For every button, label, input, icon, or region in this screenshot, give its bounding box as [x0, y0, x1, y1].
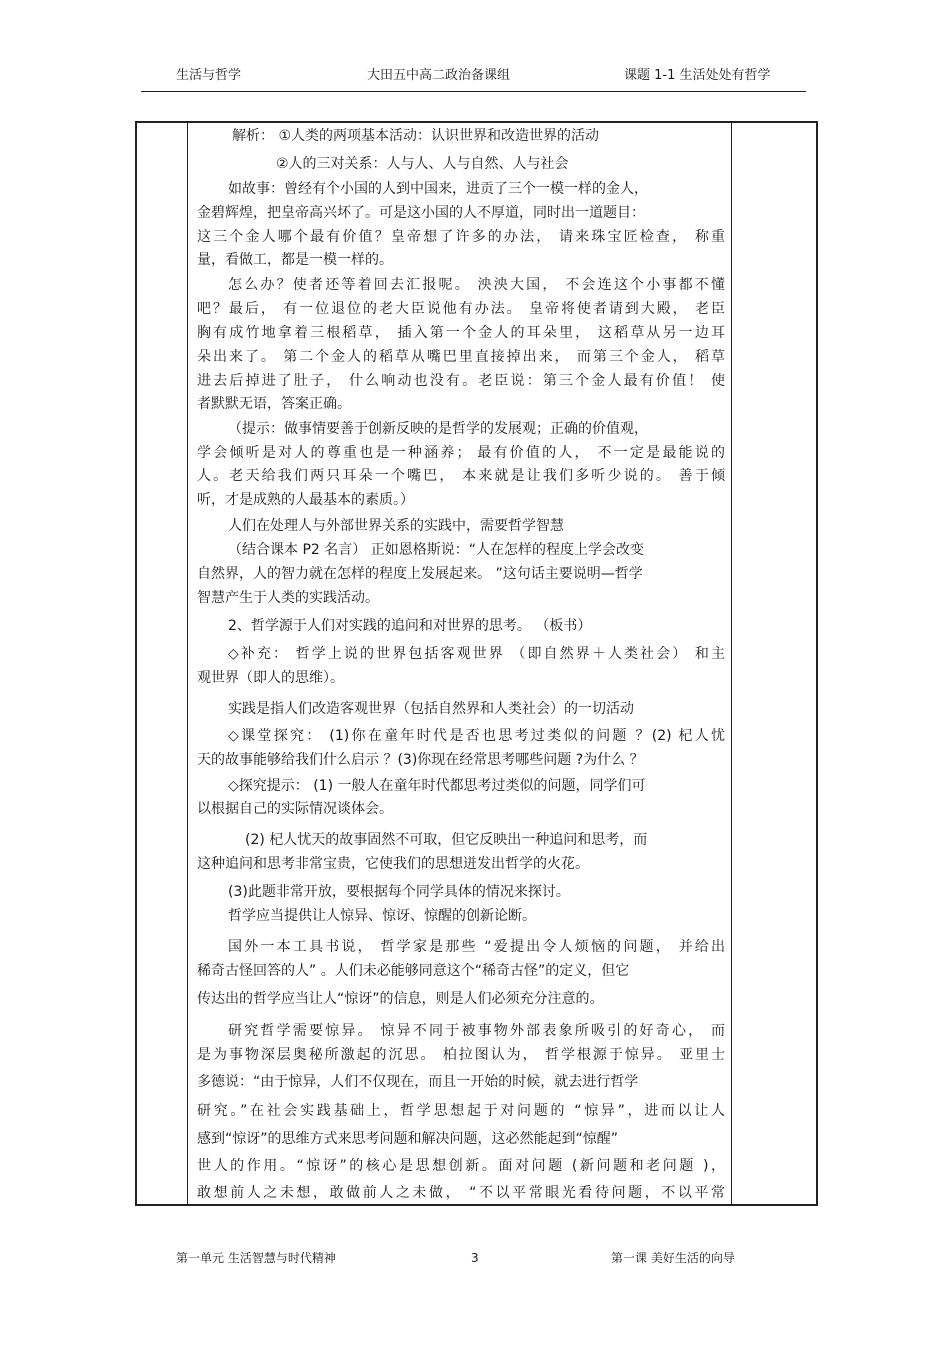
body-line: 实践是指人们改造客观世界（包括自然界和人类社会）的一切活动 — [228, 701, 634, 717]
body-line: ◇探究提示： (1) 一般人在童年时代都思考过类似的问题，同学们可 — [228, 778, 646, 794]
body-line: 这三个金人哪个最有价值？皇帝想了许多的办法， 请来珠宝匠检查， 称重 — [197, 229, 725, 245]
body-line: 人们在处理人与外部世界关系的实践中，需要哲学智慧 — [228, 518, 564, 534]
body-line: （提示：做事情要善于创新反映的是哲学的发展观；正确的价值观， — [228, 421, 648, 437]
footer-left: 第一单元 生活智慧与时代精神 — [176, 1251, 336, 1265]
body-line: 敢想前人之未想，敢做前人之未做， “不以平常眼光看待问题，不以平常 — [197, 1185, 725, 1201]
page-number: 3 — [471, 1251, 479, 1265]
body-line: 量，看做工，都是一模一样的。 — [197, 252, 393, 268]
body-line: 2、哲学源于人们对实践的追问和对世界的思考。 （板书） — [228, 618, 592, 634]
body-line: 研究哲学需要惊异。 惊异不同于被事物外部表象所吸引的好奇心， 而 — [228, 1023, 725, 1039]
body-line: 稀奇古怪回答的人” 。人们未必能够同意这个“稀奇古怪”的定义，但它 — [197, 963, 630, 979]
body-line: 胸有成竹地拿着三根稻草， 插入第一个金人的耳朵里， 这稻草从另一边耳 — [197, 325, 725, 341]
body-line: 智慧产生于人类的实践活动。 — [197, 590, 379, 606]
right-column-divider — [731, 123, 732, 1204]
body-line: 观世界（即人的思维）。 — [197, 670, 344, 686]
body-line: 解析： ①人类的两项基本活动：认识世界和改造世界的活动 — [232, 128, 599, 144]
footer-right: 第一课 美好生活的向导 — [611, 1251, 735, 1265]
body-line: ②人的三对关系：人与人、人与自然、人与社会 — [276, 156, 569, 172]
body-line: 听，才是成熟的人最基本的素质。） — [197, 492, 414, 508]
body-line: 多德说：“由于惊异，人们不仅现在，而且一开始的时候，就去进行哲学 — [197, 1074, 639, 1090]
body-line: 研究。”在社会实践基础上，哲学思想起于对问题的 “惊异”，进而以让人 — [197, 1103, 725, 1119]
body-line: 这种追问和思考非常宝贵，它使我们的思想迸发出哲学的火花。 — [197, 856, 589, 872]
body-line: （结合课本 P2 名言） 正如恩格斯说：“人在怎样的程度上学会改变 — [228, 542, 644, 558]
body-line: 自然界，人的智力就在怎样的程度上发展起来。 ”这句话主要说明—哲学 — [197, 566, 643, 582]
body-line: 者默默无语，答案正确。 — [197, 396, 351, 412]
body-line: 如故事：曾经有个小国的人到中国来，进贡了三个一模一样的金人， — [228, 181, 648, 197]
header-center: 大田五中高二政治备课组 — [367, 68, 511, 83]
body-line: 朵出来了。 第二个金人的稻草从嘴巴里直接掉出来， 而第三个金人， 稻草 — [197, 349, 725, 365]
header-rule — [141, 91, 806, 92]
body-line: 怎么办？使者还等着回去汇报呢。 泱泱大国， 不会连这个小事都不懂 — [228, 277, 725, 293]
body-line: 是为事物深层奥秘所激起的沉思。 柏拉图认为， 哲学根源于惊异。 亚里士 — [197, 1047, 725, 1063]
body-line: 天的故事能够给我们什么启示 ？(3)你现在经常思考哪些问题 ?为什么 ？ — [197, 752, 644, 768]
header-right: 课题 1-1 生活处处有哲学 — [624, 68, 771, 83]
body-line: ◇补充： 哲学上说的世界包括客观世界 （即自然界＋人类社会） 和主 — [228, 646, 725, 662]
body-line: (2) 杞人忧天的故事固然不可取，但它反映出一种追问和思考，而 — [245, 832, 648, 848]
body-line: 传达出的哲学应当让人“惊讶”的信息，则是人们必须充分注意的。 — [197, 991, 604, 1007]
body-line: (3)此题非常开放，要根据每个同学具体的情况来探讨。 — [228, 884, 570, 900]
left-column-divider — [187, 123, 188, 1204]
body-line: 哲学应当提供让人惊异、惊讶、惊醒的创新论断。 — [228, 908, 536, 924]
body-line: 以根据自己的实际情况谈体会。 — [197, 801, 393, 817]
body-line: 吧？最后， 有一位退位的老大臣说他有办法。 皇帝将使者请到大殿， 老臣 — [197, 301, 725, 317]
header-left: 生活与哲学 — [176, 68, 242, 83]
body-line: 感到“惊讶”的思维方式来思考问题和解决问题，这必然能起到“惊醒” — [197, 1131, 619, 1147]
body-line: ◇课堂探究： (1)你在童年时代是否也思考过类似的问题 ？(2) 杞人忧 — [228, 728, 725, 744]
body-line: 进去后掉进了肚子， 什么响动也没有。老臣说：第三个金人最有价值！ 使 — [197, 373, 725, 389]
body-line: 金碧辉煌，把皇帝高兴坏了。可是这小国的人不厚道，同时出一道题目： — [197, 205, 645, 221]
body-line: 学会倾听是对人的尊重也是一种涵养； 最有价值的人， 不一定是最能说的 — [197, 445, 725, 461]
body-line: 世人的作用。“惊讶”的核心是思想创新。面对问题 (新问题和老问题 )， — [197, 1158, 725, 1174]
body-line: 国外一本工具书说， 哲学家是那些 “爱提出令人烦恼的问题， 并给出 — [228, 939, 725, 955]
body-line: 人。老天给我们两只耳朵一个嘴巴， 本来就是让我们多听少说的。 善于倾 — [197, 468, 725, 484]
